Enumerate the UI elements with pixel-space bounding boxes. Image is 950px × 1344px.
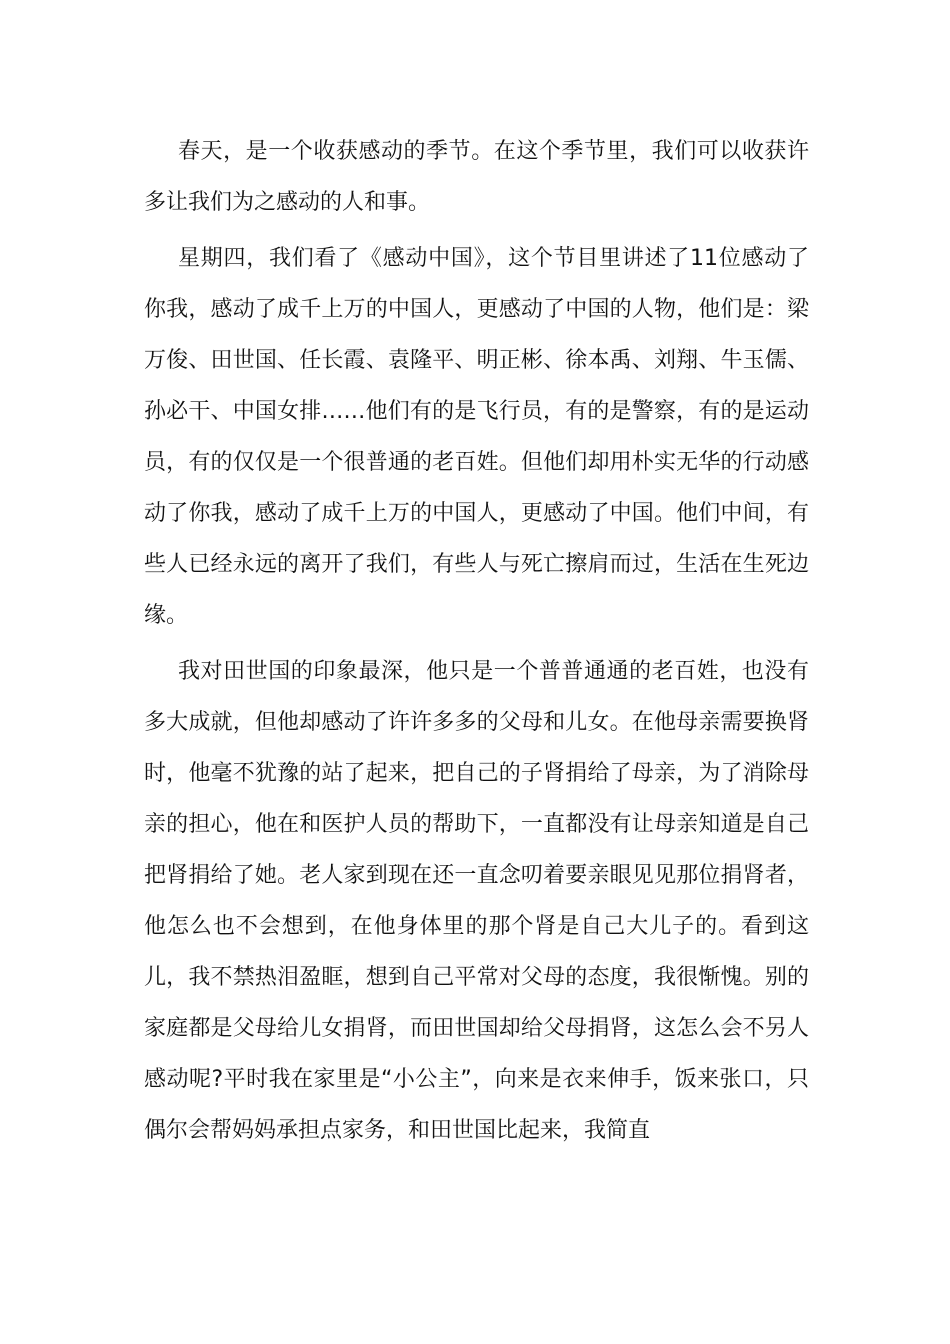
document-body — [144, 126, 809, 1156]
paragraph-3: 我对田世国的印象最深，他只是一个普普通通的老百姓，也没有多大成就，但他却感动了许许多多的父母和儿女。在他母亲需要换肾时，他毫不犹豫的站了起来，把自己的子肾捐给了母亲，为了消除母亲的担心，他在和医护人员的帮助下，一直都没有让母亲知道是自己把肾捐给了她。老人家到现在还一直念叨着要亲眼见见那位捐肾者，他怎么也不会想到，在他身体里的那个肾是自己大儿子的。看到这儿，我不禁热泪盈眶，想到自己平常对父母的态度，我很惭愧。别的家庭都是父母给儿女捐肾，而田世国却给父母捐肾，这怎么会不另人感动呢?平时我在家里是“小公主”，向来是衣来伸手，饭来张口，只偶尔会帮妈妈承担点家务，和田世国比起来，我简直 — [144, 659, 809, 1143]
paragraph-2: 星期四，我们看了《感动中国》，这个节目里讲述了11位感动了你我，感动了成千上万的中国人，更感动了中国的人物，他们是：梁万俊、田世国、任长霞、袁隆平、明正彬、徐本禹、刘翔、牛玉儒、孙必干、中国女排……他们有的是飞行员，有的是警察，有的是运动员，有的仅仅是一个很普通的老百姓。但他们却用朴实无华的行动感动了你我，感动了成千上万的中国人，更感动了中国。他们中间，有些人已经永远的离开了我们，有些人与死亡擦肩而过，生活在生死边缘。 — [144, 246, 809, 628]
paragraph-1: 春天，是一个收获感动的季节。在这个季节里，我们可以收获许多让我们为之感动的人和事。 — [144, 139, 809, 215]
